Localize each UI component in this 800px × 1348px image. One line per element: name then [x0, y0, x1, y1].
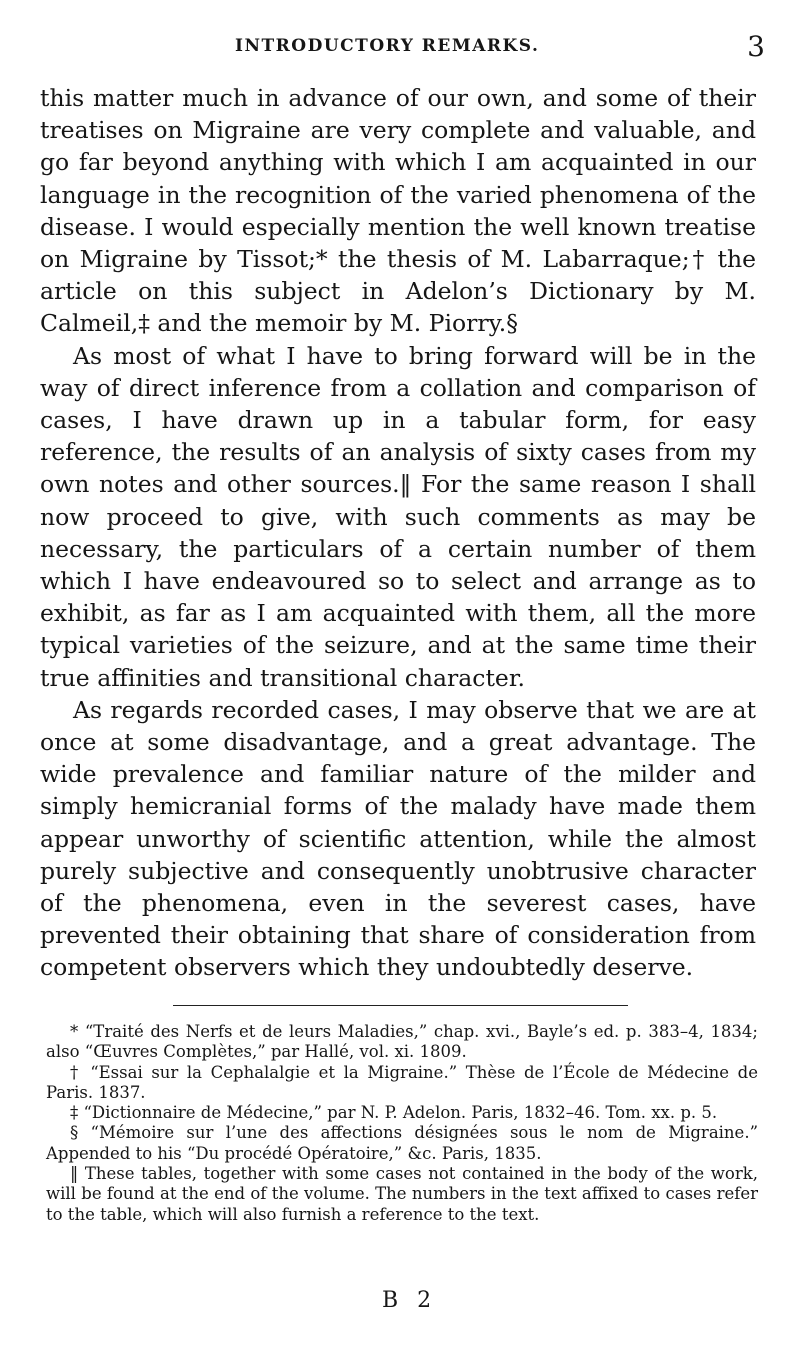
paragraph-2: As most of what I have to bring forward will be in the way of direct inference from a collation and comparison of cases, I have drawn up in a tabular form, for easy reference, the results of an analysis of sixty cases from my own notes and other sources.‖ For the same reason I shall now proceed to give, with such comments as may be necessary, the particulars of a certain number of them which I have endeavoured so to select and arrange as to exhibit, as far as I am acquainted with them, all the more typical varieties of the seizure, and at the same time their true affinities and transitional character.	[40, 341, 756, 692]
paragraph-3: As regards recorded cases, I may observe that we are at once at some disadvantage, and a great advantage. The wide prevalence and familiar nature of the milder and simply hemicranial forms of the malady have made them appear unworthy of scientific attention, while the almost purely subjective and consequently unobtrusive character of the phenomena, even in the severest cases, have prevented their obtaining that share of consideration from competent observers which they undoubtedly deserve.	[40, 695, 756, 982]
footnote-piorry: § “Mémoire sur l’une des affections désignées sous le nom de Migraine.” Appended to his “Du procédé Opératoire,” &c. Paris, 1835.	[46, 1123, 758, 1163]
footnote-adelon: ‡ “Dictionnaire de Médecine,” par N. P. Adelon. Paris, 1832–46. Tom. xx. p. 5.	[70, 1103, 718, 1123]
footnotes	[46, 1022, 758, 1225]
body-text	[40, 82, 756, 984]
footnote-labarraque: † “Essai sur la Cephalalgie et la Migraine.” Thèse de l’École de Médecine de Paris. 1837.	[46, 1062, 758, 1102]
footnote-tables: ‖ These tables, together with some cases not contained in the body of the work, will be found at the end of the volume. The numbers in the text affixed to cases refer to the table, which will also furnish a reference to the text.	[46, 1164, 758, 1224]
footnote-divider	[173, 1005, 628, 1006]
signature-mark: B 2	[382, 1288, 438, 1313]
footnote-tissot: * “Traité des Nerfs et de leurs Maladies,” chap. xvi., Bayle’s ed. p. 383–4, 1834; also “Œuvres Complètes,” par Hallé, vol. xi. 1809.	[46, 1022, 758, 1062]
page-header	[40, 30, 765, 70]
paragraph-1: this matter much in advance of our own, and some of their treatises on Migraine are very complete and valuable, and go far beyond anything with which I am acquainted in our language in the recognition of the varied phenomena of the disease. I would especially mention the well known treatise on Migraine by Tissot;* the thesis of M. Labarraque;† the article on this subject in Adelon’s Dictionary by M. Calmeil,‡ and the memoir by M. Piorry.§	[40, 84, 756, 338]
running-head: INTRODUCTORY REMARKS.	[235, 36, 540, 56]
page-number: 3	[747, 30, 765, 63]
